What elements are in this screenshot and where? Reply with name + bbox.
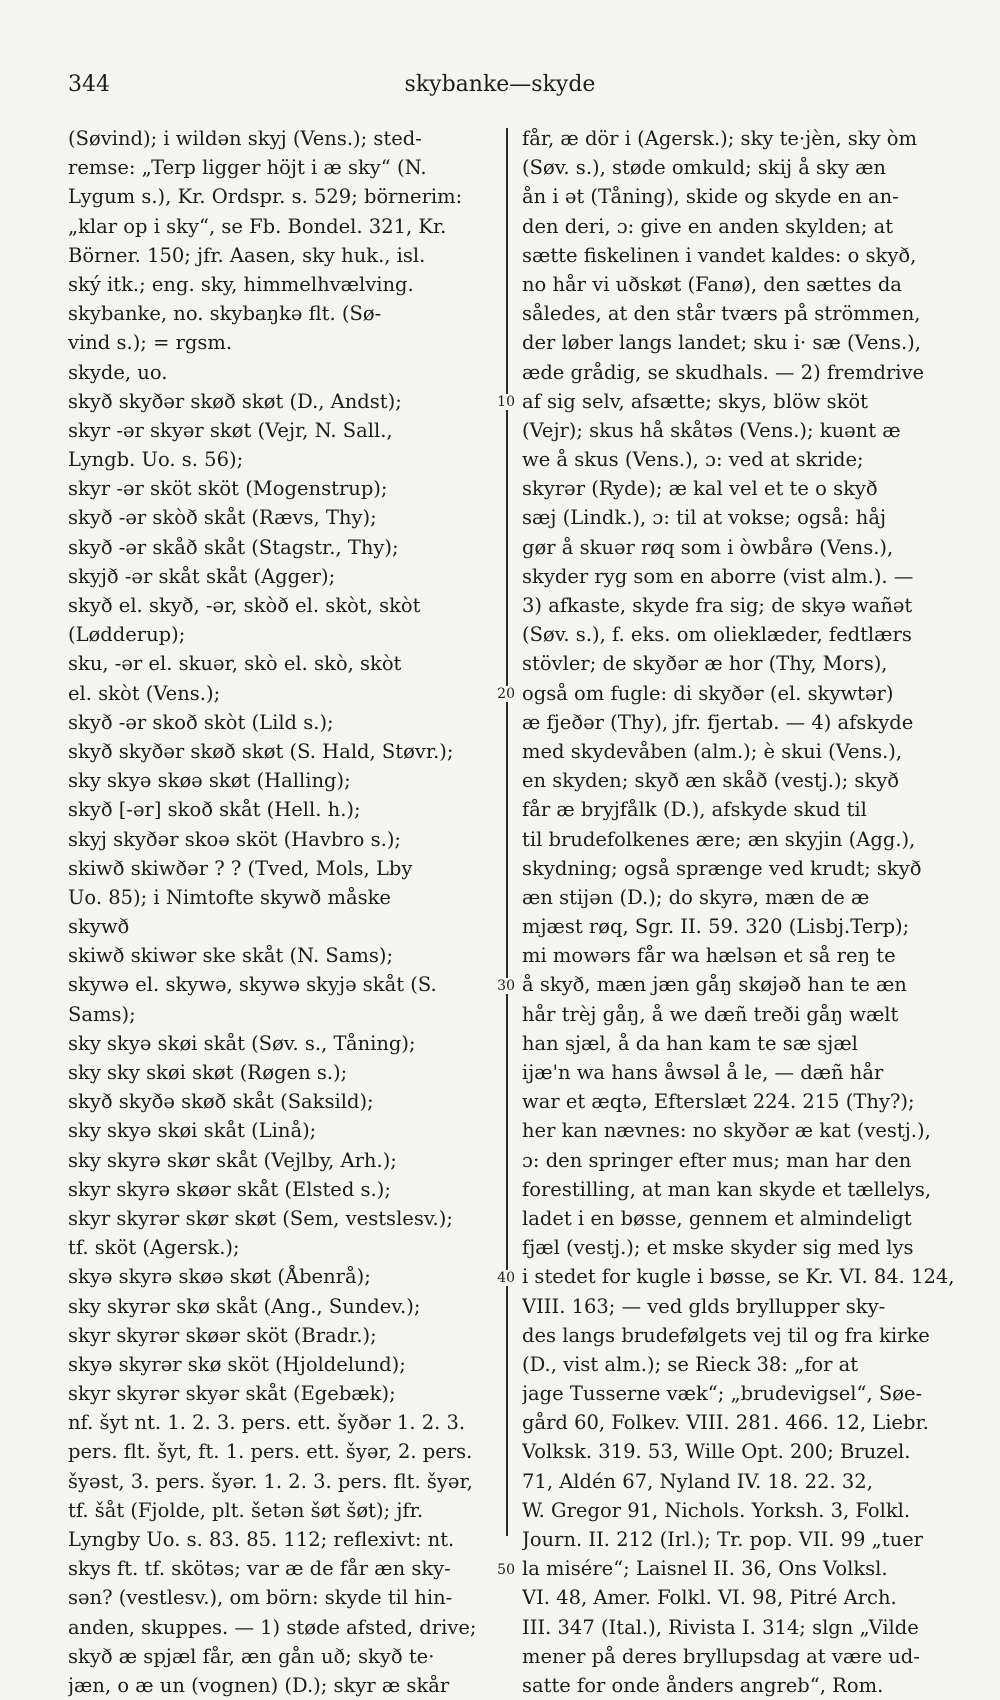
running-head: skybanke—skyde <box>404 72 596 97</box>
text-line: skyr skyrər skøər sköt (Bradr.); <box>68 1323 377 1347</box>
text-line: der løber langs landet; sku i· sæ (Vens.), <box>522 331 921 355</box>
text-line: æn stijən (D.); do skyrə, mæn de æ <box>522 885 870 909</box>
text-line: skyrər (Ryde); æ kal vel et te o skyð <box>522 477 878 501</box>
text-line: (Søvind); i wildən skyj (Vens.); sted- <box>68 127 422 150</box>
text-line: skyð -ər skoð skòt (Lild s.); <box>68 710 334 734</box>
text-line: gård 60, Folkev. VIII. 281. 466. 12, Liebr. <box>522 1411 929 1435</box>
text-line: ský itk.; eng. sky, himmelhvælving. <box>68 272 414 296</box>
text-line: Uo. 85); i Nimtofte skywð måske <box>68 885 391 909</box>
text-line: skyð skyðər skøð skøt (S. Hald, Støvr.); <box>68 739 454 763</box>
text-line: des langs brudefølgets vej til og fra kirke <box>522 1323 930 1347</box>
text-line: også om fugle: di skyðər (el. skywtər) <box>522 681 894 705</box>
text-line: skyder ryg som en aborre (vist alm.). — <box>522 564 914 588</box>
text-line: nf. šyt nt. 1. 2. 3. pers. ett. šyðər 1. 2. 3. <box>68 1411 466 1435</box>
text-line: skys ft. tf. skötəs; var æ de får æn sky- <box>68 1557 451 1581</box>
text-line: skybanke, no. skybaŋkə flt. (Sø- <box>68 302 382 326</box>
text-line: en skyden; skyð æn skåð (vestj.); skyð <box>522 769 899 793</box>
line-number: 40 <box>481 1270 517 1286</box>
line-number: 30 <box>481 978 517 994</box>
line-number: 50 <box>481 1562 517 1578</box>
text-line: skywð <box>68 915 130 939</box>
text-line: Börner. 150; jfr. Aasen, sky huk., isl. <box>68 243 426 267</box>
text-line: hår trèj gåŋ, å we dæñ treði gåŋ wælt <box>522 1002 899 1026</box>
text-line: vind s.); = rgsm. <box>68 331 233 355</box>
text-line: æde grådig, se skudhals. — 2) fremdrive <box>522 360 925 384</box>
text-line: tf. sköt (Agersk.); <box>68 1236 240 1260</box>
text-line: ladet i en bøsse, gennem et almindeligt <box>522 1206 912 1230</box>
text-line: æ fjeðər (Thy), jfr. fjertab. — 4) afskyde <box>522 710 914 734</box>
text-line: til brudefolkenes ære; æn skyjin (Agg.), <box>522 827 916 851</box>
text-line: anden, skuppes. — 1) støde afsted, drive; <box>68 1615 477 1639</box>
text-line: Lyngb. Uo. s. 56); <box>68 448 244 472</box>
text-line: i stedet for kugle i bøsse, se Kr. VI. 84. 124, <box>522 1265 955 1289</box>
text-line: skyð [-ər] skoð skåt (Hell. h.); <box>68 798 361 822</box>
text-line: (Søv. s.), støde omkuld; skij å sky æn <box>522 156 886 180</box>
left-column <box>68 124 504 1700</box>
text-line: sætte fiskelinen i vandet kaldes: o skyð, <box>522 243 917 267</box>
text-line: sən? (vestlesv.), om börn: skyde til hin- <box>68 1586 453 1610</box>
text-line: war et æqtə, Efterslæt 224. 215 (Thy?); <box>522 1090 915 1114</box>
text-line: la misére“; Laisnel II. 36, Ons Volksl. <box>522 1557 888 1581</box>
text-line: skyð -ər skåð skåt (Stagstr., Thy); <box>68 535 399 559</box>
text-line: III. 347 (Ital.), Rivista I. 314; slgn „Vilde <box>522 1615 919 1639</box>
text-line: el. skòt (Vens.); <box>68 681 221 705</box>
text-line: VIII. 163; — ved glds bryllupper sky- <box>522 1294 886 1318</box>
text-line: mjæst røq, Sgr. II. 59. 320 (Lisbj.Terp); <box>522 915 910 939</box>
text-line: skyð -ər skòð skåt (Ræ​vs, Thy); <box>68 506 377 530</box>
text-line: får æ bryjfålk (D.), afskyde skud til <box>522 798 867 822</box>
text-line: forestilling, at man kan skyde et tællelys, <box>522 1177 932 1201</box>
text-line: skyde, uo. <box>68 360 168 384</box>
text-line: med skydevåben (alm.); è skui (Vens.), <box>522 739 903 763</box>
text-line: (Vejr); skus hå skåtəs (Vens.); kuənt æ <box>522 418 901 442</box>
text-line: jage Tusserne væk“; „brudevigsel“, Søe- <box>522 1382 923 1406</box>
text-line: Lyngby Uo. s. 83. 85. 112; reflexivt: nt. <box>68 1528 455 1551</box>
text-line: 71, Aldén 67, Nyland IV. 18. 22. 32, <box>522 1469 873 1493</box>
text-line: mener på deres bryllupsdag at være ud- <box>522 1644 920 1668</box>
text-line: Journ. II. 212 (Irl.); Tr. pop. VII. 99 „tuer <box>522 1528 923 1551</box>
text-line: Volksk. 319. 53, Wille Opt. 200; Bruzel. <box>522 1440 911 1464</box>
text-line: sky skyə skøi skåt (Linå); <box>68 1119 317 1143</box>
line-number: 10 <box>481 394 517 410</box>
text-line: Lygum s.), Kr. Ordspr. s. 529; börnerim: <box>68 185 463 209</box>
text-line: skywə el. skywə, skywə skyjə skåt (S. <box>68 973 437 997</box>
text-line: (D., vist alm.); se Rieck 38: „for at <box>522 1352 859 1376</box>
text-line: skyð skyðə skøð skåt (Saksild); <box>68 1090 374 1114</box>
text-line: skydning; også sprænge ved krudt; skyð <box>522 856 922 880</box>
text-line: skiwð skiwər ske skåt (N. Sams); <box>68 944 394 968</box>
text-line: we å skus (Vens.), ɔ: ved at skride; <box>522 448 864 472</box>
text-line: stövler; de skyðər æ hor (Thy, Mors), <box>522 652 888 676</box>
text-line: ijæ'n wa hans åwsəl å le, — dæñ hår <box>522 1061 884 1084</box>
text-line: han sjæl, å da han kam te sæ sjæl <box>522 1031 858 1055</box>
text-line: pers. flt. šyt, ft. 1. pers. ett. šyər, 2. pers. <box>68 1440 473 1464</box>
column-divider <box>506 128 508 1536</box>
text-line: šyəst, 3. pers. šyər. 1. 2. 3. pers. flt. šyər, <box>68 1469 473 1493</box>
text-line: sky skyə skøi skåt (Søv. s., Tåning); <box>68 1031 416 1055</box>
text-line: gør å skuər røq som i òwbårə (Vens.), <box>522 535 894 559</box>
text-line: skyj skyðər skoə sköt (Havbro s.); <box>68 827 402 851</box>
text-line: sky skyrər skø skåt (Ang., Sundev.); <box>68 1294 421 1318</box>
text-line: skyr skyrə skøər skåt (Elsted s.); <box>68 1177 391 1201</box>
right-column <box>522 124 958 1700</box>
text-line: skyr -ər sköt sköt (Mogenstrup); <box>68 477 388 501</box>
text-line: skyə skyrə skøə skøt (Åbenrå); <box>68 1265 371 1289</box>
text-line: tf. šåt (Fjolde, plt. šetən šøt šøt); jfr. <box>68 1498 424 1522</box>
text-line: VI. 48, Amer. Folkl. VI. 98, Pitré Arch. <box>522 1586 897 1610</box>
page-header <box>0 72 1000 108</box>
text-line: skyr -ər skyər skøt (Vejr, N. Sall., <box>68 418 393 442</box>
text-line: remse: „Terp ligger höjt i æ sky“ (N. <box>68 156 427 180</box>
text-line: skyjð -ər skåt skåt (Agger); <box>68 564 336 588</box>
text-line: (Søv. s.), f. eks. om olieklæder, fedtlærs <box>522 623 912 647</box>
text-line: sæj (Lindk.), ɔ: til at vokse; også: håj <box>522 506 887 530</box>
text-line: (Lødderup); <box>68 623 186 647</box>
text-line: skiwð skiwðər ? ? (Tved, Mols, Lby <box>68 856 413 880</box>
text-line: sku, -ər el. skuər, skò el. skò, skòt <box>68 652 402 676</box>
text-line: sky sky skøi skøt (Røgen s.); <box>68 1061 348 1084</box>
page-number: 344 <box>68 72 110 97</box>
text-line: no hår vi uðskøt (Fanø), den sættes da <box>522 272 902 296</box>
text-line: jæn, o æ un (vognen) (D.); skyr æ skår <box>68 1673 450 1697</box>
text-line: ɔ: den springer efter mus; man har den <box>522 1148 912 1172</box>
text-line: af sig selv, afsætte; skys, blöw sköt <box>522 389 869 413</box>
text-line: således, at den står tværs på strömmen, <box>522 302 921 326</box>
line-number: 20 <box>481 686 517 702</box>
text-line: skyr skyrər skyər skåt (Egebæk); <box>68 1382 396 1406</box>
text-line: sky skyə skøə skøt (Halling); <box>68 769 351 793</box>
text-line: å skyð, mæn jæn gåŋ skøjəð han te æn <box>522 973 907 997</box>
text-line: skyð skyðər skøð skøt (D., Andst); <box>68 389 402 413</box>
text-line: mi mowərs får wa hælsən et så reŋ te <box>522 944 896 968</box>
text-line: den deri, ɔ: give en anden skylden; at <box>522 214 894 238</box>
text-line: får, æ dör i (Agersk.); sky te·jèn, sky òm <box>522 127 917 150</box>
text-line: satte for onde ånders angreb“, Rom. <box>522 1673 884 1697</box>
text-line: „klar op i sky“, se Fb. Bondel. 321, Kr. <box>68 214 447 238</box>
text-line: 3) afkaste, skyde fra sig; de skyə wañət <box>522 594 913 617</box>
text-line: skyð æ spjæl får, æn gån uð; skyð te· <box>68 1644 435 1668</box>
text-line: skyð el. skyð, -ər, skòð el. skòt, skòt <box>68 594 421 617</box>
text-line: skyr skyrər skør skøt (Sem, vestslesv.); <box>68 1206 453 1230</box>
text-line: W. Gregor 91, Nichols. Yorksh. 3, Folkl. <box>522 1498 911 1522</box>
text-line: her kan nævnes: no skyðər æ kat (vestj.), <box>522 1119 931 1143</box>
text-line: fjæl (vestj.); et mske skyder sig med lys <box>522 1236 914 1260</box>
text-line: skyə skyrər skø sköt (Hjoldelund); <box>68 1352 406 1376</box>
text-line: ån i ət (Tåning), skide og skyde en an- <box>522 185 899 209</box>
text-line: Sams); <box>68 1002 136 1026</box>
text-line: sky skyrə skør skåt (Vejlby, Arh.); <box>68 1148 397 1172</box>
